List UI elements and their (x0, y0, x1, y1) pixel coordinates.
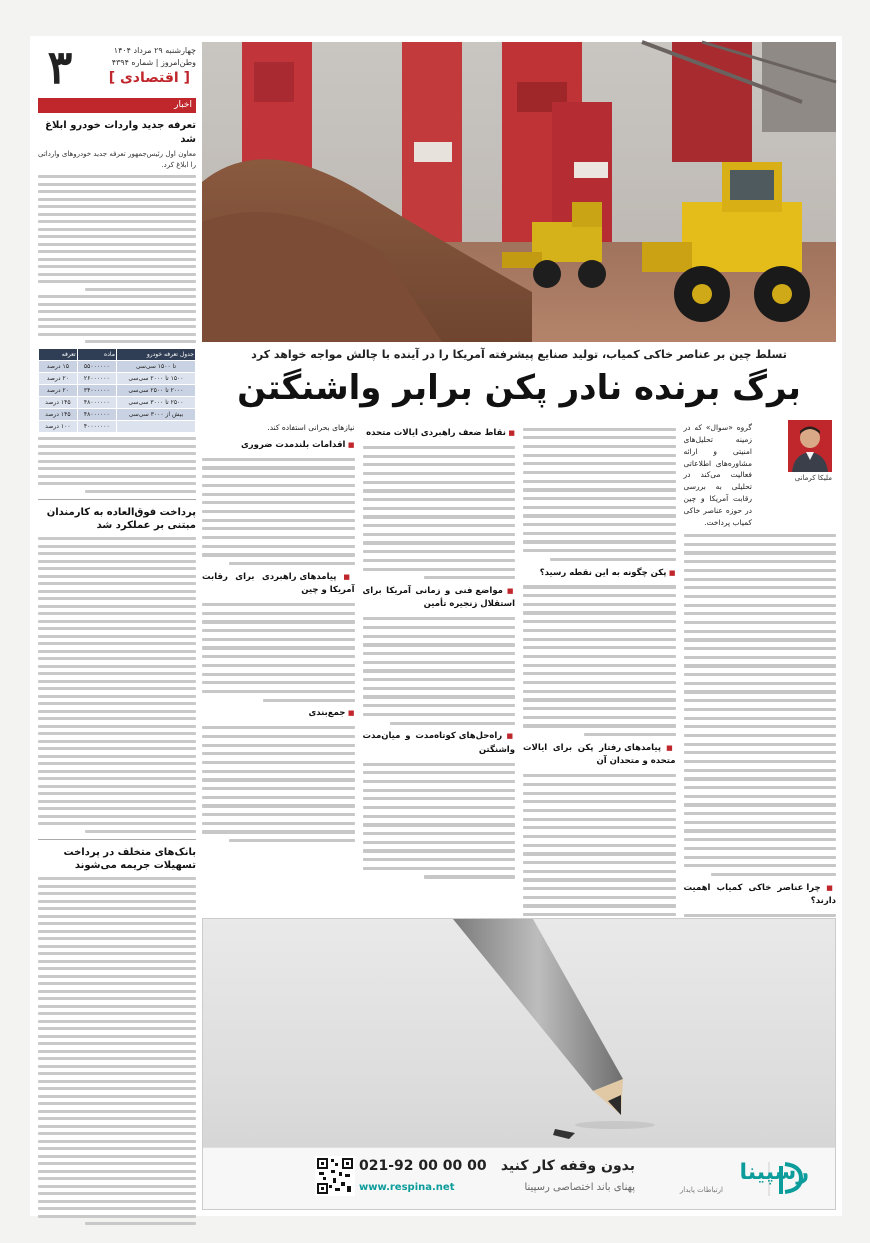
article-column (202, 422, 355, 900)
author-name: ملیکا کرمانی (794, 474, 832, 482)
respina-ad[interactable] (202, 918, 836, 1210)
newspaper-page (30, 36, 842, 1216)
table-row: ۱۵۰۰ تا ۲۰۰۰ سی‌سی ۲۶۰۰۰۰۰۰ ۲۰ درصد (39, 372, 196, 384)
tariff-table (38, 348, 196, 433)
sidebar-story-title[interactable]: پرداخت فوق‌العاده به کارمندان مبتنی بر عملکرد شد (46, 506, 196, 532)
sidebar-text-block (38, 877, 196, 1225)
issue-number: وطن‌امروز | شماره ۴۳۹۴ (111, 58, 196, 67)
page-number: ۳ (47, 40, 73, 94)
article-kicker: تسلط چین بر عناصر خاکی کمیاب، تولید صنایع پیشرفته آمریکا را در آینده با چالش مواجه خواهد کرد (251, 348, 787, 361)
ad-brand-sub: ارتباطات پایدار (679, 1186, 723, 1194)
ad-tagline: بدون وقفه کار کنید (500, 1158, 635, 1174)
author-avatar (788, 420, 832, 472)
subhead: ■ پیامدهای راهبردی برای رقابت آمریکا و چین (202, 571, 355, 598)
table-header: ماده (77, 348, 116, 360)
column-continuation: نیازهای بحرانی استفاده کند. (267, 423, 355, 432)
news-bar: اخبار (38, 98, 196, 113)
sidebar-story-title[interactable]: تعرفه جدید واردات خودرو ابلاغ شد (45, 120, 196, 145)
table-header: جدول تعرفه خودرو (116, 348, 195, 360)
news-sidebar (38, 42, 196, 1210)
sidebar-text-block (38, 537, 196, 833)
table-header: تعرفه (39, 348, 78, 360)
port-photo (202, 42, 836, 342)
table-row: تا ۱۵۰۰ سی‌سی ۵۵۰۰۰۰۰۰ ۱۵ درصد (39, 360, 196, 372)
issue-date: چهارشنبه ۲۹ مرداد ۱۴۰۴ (113, 46, 196, 55)
subhead: ■ پکن چگونه به این نقطه رسید؟ (523, 567, 676, 580)
table-row: ۲۰۰۰ تا ۲۵۰۰ سی‌سی ۳۴۰۰۰۰۰۰ ۲۰ درصد (39, 384, 196, 396)
article-columns (202, 422, 836, 907)
divider (38, 839, 196, 840)
ad-footer (203, 1147, 835, 1209)
sidebar-text-block (38, 437, 196, 493)
qr-code-icon[interactable] (315, 1156, 355, 1196)
sidebar-story-title[interactable]: بانک‌های متخلف در پرداخت تسهیلات جریمه می‌شوند (63, 846, 196, 872)
article-column (363, 422, 516, 900)
table-row: بیش از ۳۰۰۰ سی‌سی ۴۸۰۰۰۰۰۰ ۱۴۵ درصد (39, 408, 196, 420)
subhead: ■ پیامدهای رفتار پکن برای ایالات متحده و متحدان آن (523, 742, 676, 769)
main-article (202, 42, 836, 1210)
masthead (38, 42, 196, 94)
article-column (683, 422, 837, 907)
subhead: ■ مواضع فنی و زمانی آمریکا برای استقلال زنجیره تأمین (363, 585, 516, 612)
ad-subtitle: پهنای باند اختصاصی رسپینا (524, 1182, 635, 1193)
ad-website-link[interactable]: www.respina.net (359, 1182, 455, 1193)
sidebar-story-lead: معاون اول رئیس‌جمهور تعرفه جدید خودروهای وارداتی را ابلاغ کرد. (38, 150, 196, 169)
subhead: ■ راه‌حل‌های کوتاه‌مدت و میان‌مدت واشنگتن (363, 730, 516, 757)
article-headline[interactable]: برگ برنده نادر پکن برابر واشنگتن (237, 368, 801, 408)
sidebar-text-block (38, 175, 196, 343)
subhead: ■ نقاط ضعف راهبردی ایالات متحده (363, 427, 516, 440)
subhead: ■ جمع‌بندی (202, 707, 355, 720)
pencil-illustration (203, 919, 837, 1149)
subhead: ■ چرا عناصر خاکی کمیاب اهمیت دارند؟ (684, 882, 837, 909)
section-title: [ اقتصادی ] (108, 70, 190, 86)
article-column (523, 422, 676, 900)
table-row: ۲۵۰۰ تا ۳۰۰۰ سی‌سی ۴۸۰۰۰۰۰۰ ۱۴۵ درصد (39, 396, 196, 408)
ad-phone[interactable]: 021-92 00 00 00 (359, 1158, 487, 1174)
article-lead: گروه «سوال» که در زمینه تحلیل‌های امنیتی و ارائه مشاوره‌های اطلاعاتی فعالیت می‌کند در تحلیلی به بررسی رقابت آمریکا و چین در حوزه عناصر خاکی کمیاب پرداخت. (683, 423, 752, 527)
subhead: ■ اقدامات بلندمدت ضروری (202, 439, 355, 452)
rare-earth-port-image (202, 42, 836, 342)
ad-brand: رسپینا (739, 1160, 809, 1185)
author-box (756, 420, 832, 490)
divider (38, 499, 196, 500)
table-row: ۴۰۰۰۰۰۰۰ ۱۰۰ درصد (39, 420, 196, 432)
